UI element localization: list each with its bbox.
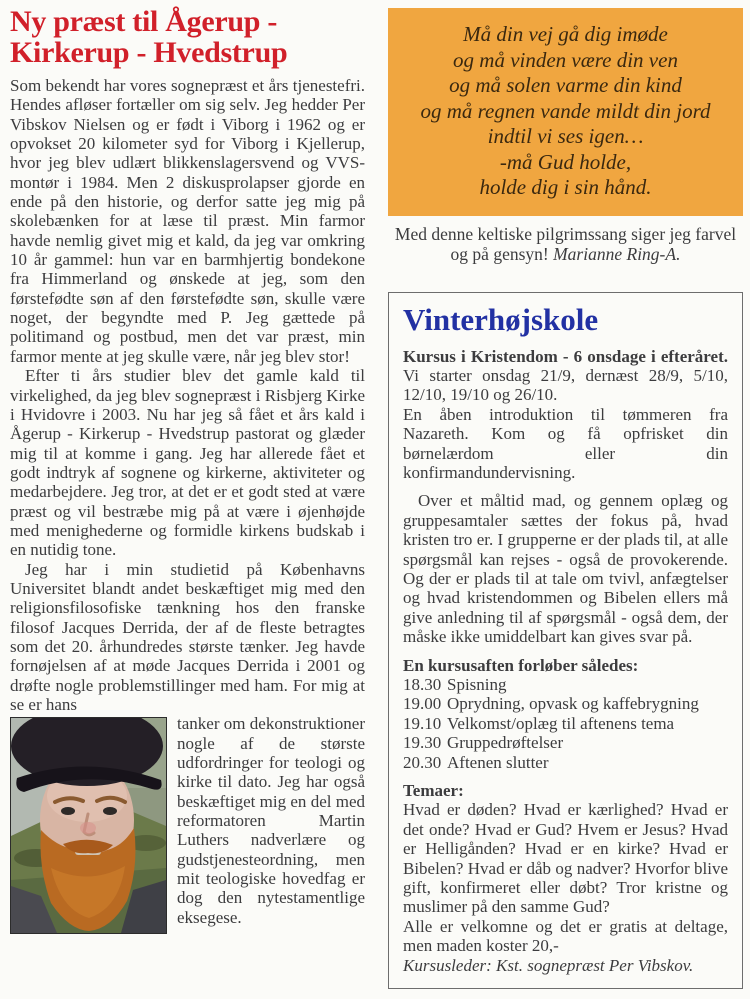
blessing-line: -må Gud holde, — [499, 149, 632, 174]
schedule-row — [403, 733, 728, 752]
course-intro-rest: Vi starter onsdag 21/9, dernæst 28/9, 5/10, 12/10, 19/10 og 26/10. — [403, 365, 728, 405]
article-paragraph-1: Som bekendt har vores sognepræst et års tjenestefri. Hendes afløser fortæller om sig selv. Jeg hedder Per Vibskov Nielsen og er født i Viborg i 1962 og er opvokset 20 kilometer syd for Viborg i Kjellerup, hvor jeg blev udlært blikkenslagersvend og VVS- montør i 1984. Men 2 diskusprolapser gjorde en ende på den historie, og derfor satte jeg mig på skolebænken for at læse til præst. Min farmor havde nemlig givet mig et kald, da jeg var omkring 10 år gammel: hun var en barmhjertig bondekone fra Himmerland og ønskede at jeg, som den førstefødte søn af den førstefødte søn, skulle være noget, der begyndte med P. Jeg gættede på politimand og postbud, men det var præst, min farmor mente at jeg skulle være, når jeg blev stor! — [10, 76, 365, 366]
blessing-box — [388, 8, 743, 216]
schedule-row — [403, 675, 728, 694]
article-paragraph-2: Efter ti års studier blev det gamle kald til virkelighed, da jeg blev sognepræst i Risbjerg Kirke i Hvidovre i 2003. Nu har jeg så fået et års kald i Ågerup - Kirkerup - Hvedstrup pastorat og glæder mig til at komme i gang. Jeg har allerede fået et godt indtryk af sognene og kirkerne, aktiviteter og medarbejdere. Jeg tror, at det er et godt sted at være præst og vil bestræbe mig på at være i øjenhøjde med menighederne og formidle kirkens budskab i en nutidig tone. — [10, 366, 365, 560]
schedule-row — [403, 753, 728, 772]
article-paragraph-3-wrapped: tanker om dekonstruktioner nogle af de største udfordringer for teologi og kirke til dato. Jeg har også beskæftiget mig en del med reformatoren Martin Luthers nadverlære og gudstjenesteordning, men mit teologiske hovedfag er dog den nytestamentlige eksegese. — [177, 714, 365, 927]
themes-text: Hvad er døden? Hvad er kærlighed? Hvad er det onde? Hvad er Gud? Hvem er Jesus? Hvad er Helligånden? Hvad er en kirke? Hvad er Bibelen? Hvad er dåb og nadver? Hvorfor blive gift, konfirmeret eller døbt? Tror kristne og muslimer på den samme Gud? — [403, 800, 728, 917]
course-intro-bold: Kursus i Kristendom - 6 onsdage i efteråret. — [403, 346, 728, 366]
right-column — [388, 8, 743, 989]
schedule-time: 19.00 — [403, 694, 442, 714]
signature: Marianne Ring-A. — [553, 244, 681, 264]
schedule-activity: Spisning — [447, 675, 507, 694]
schedule-time: 20.30 — [403, 752, 442, 772]
course-leader: Kursusleder: Kst. sognepræst Per Vibskov. — [403, 955, 694, 975]
schedule-time: 19.10 — [403, 713, 442, 733]
blessing-line: indtil vi ses igen… — [487, 124, 644, 148]
welcome-text: Alle er velkomne og det er gratis at deltage, men maden koster 20,- — [403, 916, 728, 956]
blessing-line: holde dig i sin hånd. — [479, 175, 652, 199]
farewell-note — [388, 224, 743, 265]
schedule-list — [403, 675, 728, 772]
article-title — [10, 6, 365, 68]
schedule-activity: Gruppedrøftelser — [447, 733, 564, 753]
article-paragraph-3: Jeg har i min studietid på Københavns Universitet blandt andet beskæftiget mig med den religionsfilosofiske tænkning hos den franske filosof Jacques Derrida, der af de fleste betragtes som det 20. århundredes største tænker. Jeg havde fornøjelsen af at møde Jacques Derrida i 2001 og drøfte nogle problemstillinger med ham. For mig at se er hans — [10, 559, 365, 714]
course-intro — [403, 347, 728, 405]
schedule-activity: Aftenen slutter — [447, 752, 549, 772]
schedule-heading: En kursusaften forløber således: — [403, 655, 639, 675]
article-title-line1: Ny præst til Ågerup - — [10, 5, 278, 38]
article-body — [10, 76, 365, 927]
blessing-line: og må regnen vande mildt din jord — [420, 98, 711, 123]
course-intro-2: En åben introduktion til tømmeren fra Nazareth. Kom og få opfrisket din børnelærdom eller din konfirmandundervisning. — [403, 404, 728, 482]
schedule-activity: Velkomst/oplæg til aftenens tema — [447, 713, 675, 733]
priest-portrait-photo — [10, 717, 167, 934]
themes-heading: Temaer: — [403, 781, 464, 801]
schedule-row — [403, 714, 728, 733]
course-body: Over et måltid mad, og gennem oplæg og gruppesamtaler sættes der fokus på, hvad kristen tro er. I grupperne er der plads til, at alle spørgsmål kan rejses - også de provokerende. Og der er plads til at tale om tvivl, anfægtelser og hvad kristendommen og Bibelen ellers må give anledning til af spørgsmål - også dem, der måske ikke umiddelbart kan gives svar på. — [403, 491, 728, 647]
blessing-line: og må solen varme din kind — [449, 73, 682, 97]
article-title-line2: Kirkerup - Hvedstrup — [10, 36, 288, 69]
schedule-row — [403, 694, 728, 713]
priest-portrait-illustration — [11, 718, 166, 933]
article-column — [10, 4, 365, 934]
farewell-text: Med denne keltiske pilgrimssang siger jeg farvel og på gensyn! — [394, 223, 737, 264]
blessing-line: og må vinden være din ven — [453, 47, 678, 72]
course-box — [388, 292, 743, 989]
schedule-time: 19.30 — [403, 733, 442, 753]
schedule-time: 18.30 — [403, 675, 442, 694]
course-title: Vinterhøjskole — [403, 301, 599, 337]
blessing-line: Må din vej gå dig imøde — [463, 22, 668, 46]
photo-text-wrap — [10, 714, 365, 927]
schedule-activity: Oprydning, opvask og kaffebrygning — [447, 694, 699, 714]
